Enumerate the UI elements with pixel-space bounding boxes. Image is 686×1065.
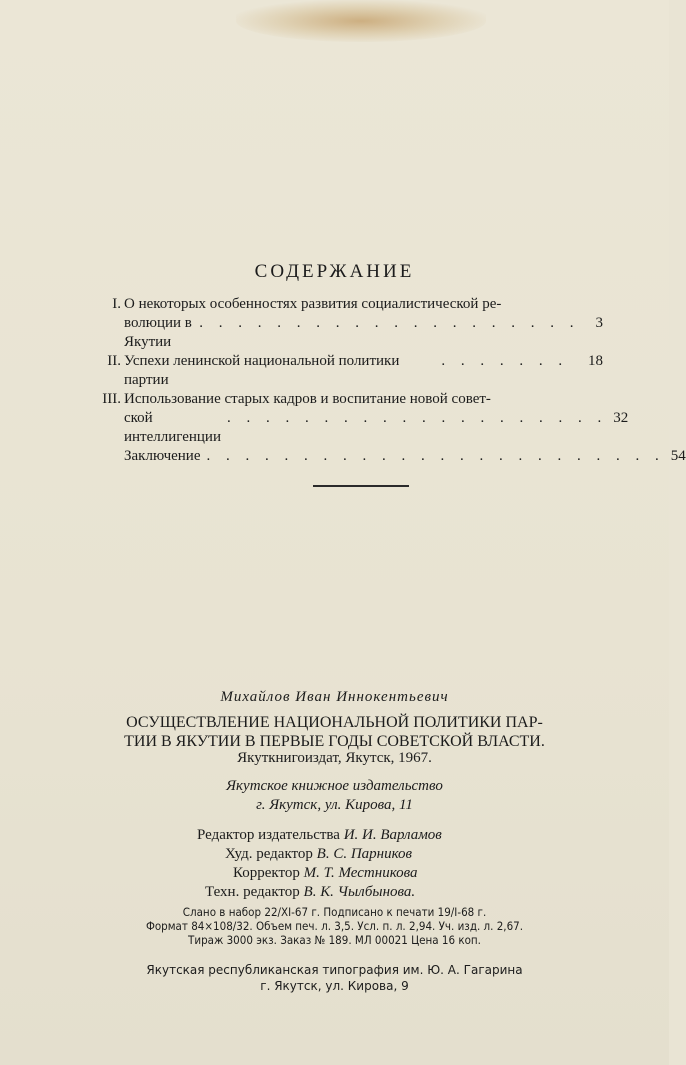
toc-page-number: 3: [595, 315, 603, 331]
book-title: [0, 713, 669, 751]
toc-entry-text-cont: ской интеллигенции: [124, 410, 221, 445]
toc-leader-dots: . . . . . . .: [441, 353, 569, 369]
toc-entry-text-cont: волюции в Якутии: [124, 315, 192, 350]
imprint-line: Якуткнигоиздат, Якутск, 1967.: [237, 750, 432, 766]
author-name: Михайлов Иван Иннокентьевич: [220, 689, 449, 705]
printer-address: г. Якутск, ул. Кирова, 9: [260, 979, 409, 993]
toc-entry-text: Использование старых кадров и воспитание новой совет-: [124, 391, 491, 407]
staff-row: [197, 864, 442, 883]
toc-entry-number: II.: [107, 353, 121, 369]
toc-entry-2: [83, 352, 603, 390]
toc-entry-number: III.: [102, 391, 121, 407]
staff-row: [197, 826, 442, 845]
table-of-contents: [83, 295, 686, 466]
toc-entry-4: [83, 447, 686, 466]
toc-page-number: 32: [613, 410, 629, 426]
toc-page-number: 54: [670, 448, 686, 464]
staff-name: В. С. Парников: [316, 846, 413, 862]
book-title-line: ТИИ В ЯКУТИИ В ПЕРВЫЕ ГОДЫ СОВЕТСКОЙ ВЛАСТИ.: [124, 733, 545, 750]
toc-entry-number: I.: [112, 296, 121, 312]
section-divider: [313, 485, 409, 487]
staff-role: Корректор: [233, 865, 300, 881]
toc-leader-dots: . . . . . . . . . . . . . . . . . . . .: [226, 410, 608, 426]
staff-name: М. Т. Местникова: [303, 865, 418, 881]
publisher-address: г. Якутск, ул. Кирова, 11: [256, 797, 413, 813]
toc-leader-dots: . . . . . . . . . . . . . . . . . . . . . . . .: [206, 448, 665, 464]
publisher-name: Якутское книжное издательство: [226, 778, 443, 794]
print-details-line: Формат 84×108/32. Объем печ. л. 3,5. Усл. п. л. 2,94. Уч. изд. л. 2,67.: [145, 919, 524, 933]
print-details: [0, 905, 669, 947]
toc-entry-text: Успехи ленинской национальной политики партии: [124, 353, 400, 388]
staff-role: Худ. редактор: [225, 846, 313, 862]
publisher-block: [0, 777, 669, 815]
toc-title: СОДЕРЖАНИЕ: [254, 261, 415, 282]
toc-page-number: 18: [588, 353, 603, 369]
toc-entry-text: О некоторых особенностях развития социалистической ре-: [124, 296, 502, 312]
toc-entry-3: [83, 390, 629, 447]
staff-name: В. К. Чылбынова.: [303, 884, 416, 900]
toc-entry-1: [83, 295, 603, 352]
printer-info: [0, 962, 669, 994]
printer-name: Якутская республиканская типография им. Ю. А. Гагарина: [146, 963, 523, 977]
staff-role: Редактор издательства: [197, 827, 340, 843]
toc-entry-text: Заключение: [124, 448, 201, 464]
staff-row: [197, 883, 442, 902]
editorial-staff: [197, 826, 442, 902]
book-title-line: ОСУЩЕСТВЛЕНИЕ НАЦИОНАЛЬНОЙ ПОЛИТИКИ ПАР-: [126, 714, 543, 731]
staff-row: [197, 845, 442, 864]
staff-role: Техн. редактор: [205, 884, 300, 900]
toc-leader-dots: . . . . . . . . . . . . . . . . . . . .: [199, 315, 580, 331]
staff-name: И. И. Варламов: [343, 827, 442, 843]
print-details-line: Тираж 3000 экз. Заказ № 189. МЛ 00021 Цена 16 коп.: [188, 933, 481, 947]
print-details-line: Слано в набор 22/XI-67 г. Подписано к печати 19/I-68 г.: [182, 905, 487, 919]
paper-stain: [236, 0, 486, 42]
